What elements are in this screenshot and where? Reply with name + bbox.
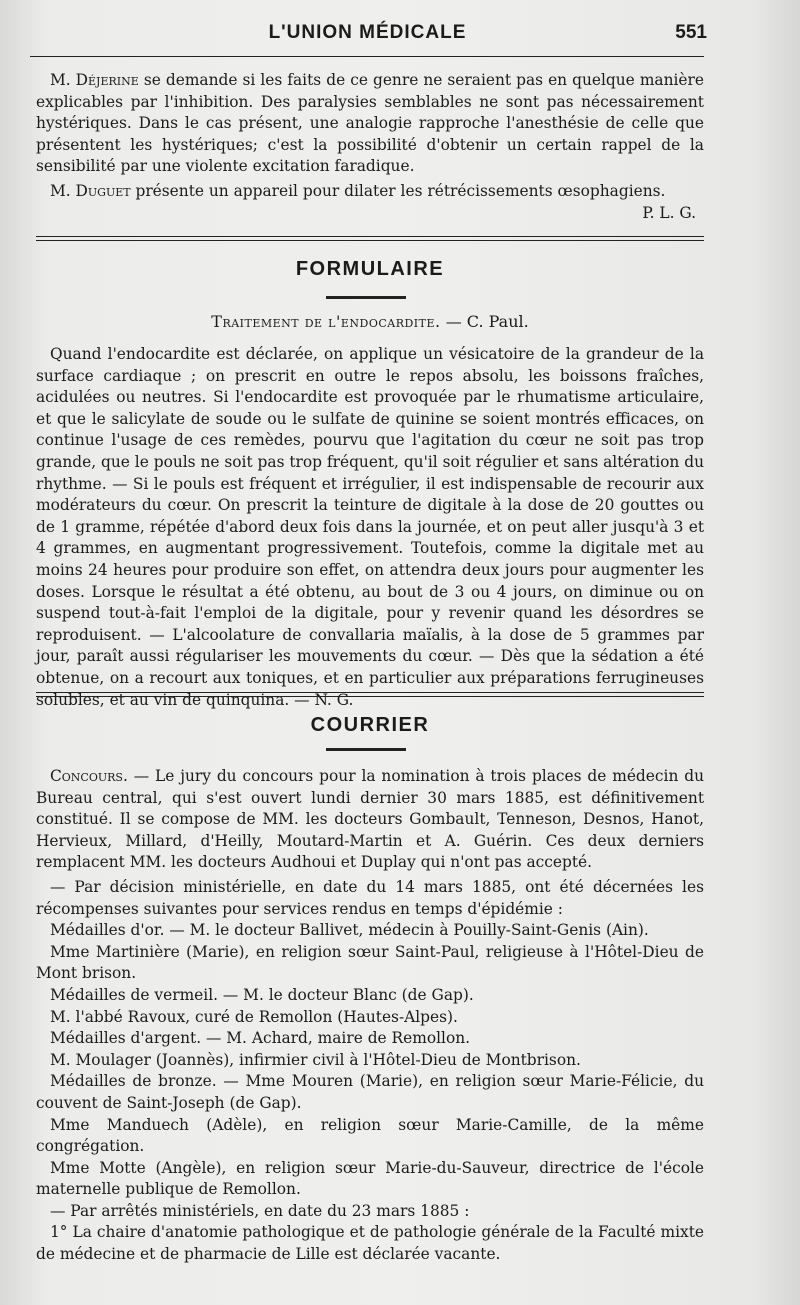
courrier-paragraph: Médailles d'argent. — M. Achard, maire de Remollon. [50, 1029, 471, 1048]
courrier-paragraph: M. Moulager (Joannès), infirmier civil à l'Hôtel-Dieu de Montbrison. [50, 1050, 581, 1069]
section-divider [36, 236, 704, 241]
page-header [30, 22, 705, 50]
courrier-paragraph: Mme Motte (Angèle), en religion sœur Marie-du-Sauveur, directrice de l'école maternelle publique de Remollon. [36, 1158, 704, 1199]
title-underline [326, 748, 406, 751]
courrier-heading [36, 714, 704, 754]
courrier-paragraph: Médailles de bronze. — Mme Mouren (Marie), en religion sœur Marie-Félicie, du couvent de Saint-Joseph (de Gap). [36, 1072, 704, 1112]
courrier-paragraph: Médailles d'or. — M. le docteur Ballivet, médecin à Pouilly-Saint-Genis (Ain). [50, 921, 649, 940]
speaker-dejerine: M. Déjerine [50, 71, 139, 89]
speaker-duguet: M. Duguet [50, 181, 131, 200]
courrier-concours: Concours. — Le jury du concours pour la nomination à trois places de médecin du Bureau central, qui s'est ouvert lundi dernier 30 mars 1885, est définitivement constitué. Il se compose de MM. les docteurs Gombault, Tenneson, Desnos, Hanot, Hervieux, Millard, d'Heilly, Moutard-Martin et A. Guérin. Ces deux derniers remplacent MM. les docteurs Audhoui et Duplay qui n'ont pas accepté. [36, 767, 704, 872]
courrier-body [36, 766, 704, 1266]
courrier-paragraph: 1° La chaire d'anatomie pathologique et de pathologie générale de la Faculté mixte de médecine et de pharmacie de Lille est déclarée vacante. [36, 1223, 704, 1264]
formulaire-subtitle: Traitement de l'endocardite. — C. Paul. [211, 312, 529, 331]
session-signature: P. L. G. [642, 203, 696, 222]
courrier-paragraph: Médailles de vermeil. — M. le docteur Blanc (de Gap). [50, 985, 474, 1004]
formulaire-paragraph: Quand l'endocardite est déclarée, on applique un vésicatoire de la grandeur de la surface cardiaque ; on prescrit en outre le repos absolu, les boissons fraîches, acidulées ou neutres. Si l'endocardite est provoquée par le rhumatisme articulaire, et que le salicylate de soude ou le sulfate de quinine se soient montrés efficaces, on continue l'usage de ces remèdes, pourvu que l'agitation du cœur ne soit pas trop grande, que le pouls ne soit pas trop fréquent, qu'il soit régulier et sans altération du rhythme. — Si le pouls est fréquent et irrégulier, il est indispensable de recourir aux modérateurs du cœur. On prescrit la teinture de digitale à la dose de 20 gouttes ou de 1 gramme, répétée d'abord deux fois dans la journée, et on peut aller jusqu'à 3 et 4 grammes, en augmentant progressivement. Toutefois, comme la digitale met au moins 24 heures pour produire son effet, on attendra deux jours pour augmenter les doses. Lorsque le résultat a été obtenu, au bout de 3 ou 4 jours, on diminue ou on suspend tout-à-fait l'emploi de la digitale, pour y revenir quand les désordres se reproduisent. — L'alcoolature de convallaria maïalis, à la dose de 5 grammes par jour, paraît aussi régulariser les mouvements du cœur. — Dès que la sédation a été obtenue, on a recourt aux toniques, et en particulier aux préparations ferrugineuses solubles, et au vin de quinquina. — N. G. [36, 345, 704, 709]
courrier-title: COURRIER [310, 714, 430, 736]
running-title: L'UNION MÉDICALE [268, 22, 467, 43]
formulaire-title: FORMULAIRE [295, 258, 445, 280]
section-divider [36, 692, 704, 697]
header-rule [30, 56, 704, 57]
session-paragraph-duguet: M. Duguet présente un appareil pour dilater les rétrécissements œsophagiens. [50, 181, 666, 200]
courrier-paragraph: M. l'abbé Ravoux, curé de Remollon (Hautes-Alpes). [50, 1007, 458, 1026]
courrier-paragraph: Mme Martinière (Marie), en religion sœur Saint-Paul, religieuse à l'Hôtel-Dieu de Mont brison. [36, 942, 704, 983]
formulaire-body [36, 344, 704, 711]
formulaire-heading [36, 258, 704, 331]
courrier-paragraph: — Par arrêtés ministériels, en date du 23 mars 1885 : [50, 1201, 470, 1220]
page-number: 551 [675, 22, 707, 43]
session-paragraph-dejerine: M. Déjerine se demande si les faits de ce genre ne seraient pas en quelque manière explicables par l'inhibition. Des paralysies semblables ne sont pas nécessairement hystériques. Dans le cas présent, une analogie rapproche l'anesthésie de celle que présentent les hystériques; c'est la possibilité d'obtenir un certain rappel de la sensibilité par une violente excitation faradique. [36, 71, 704, 176]
courrier-paragraph: Mme Manduech (Adèle), en religion sœur Marie-Camille, de la même congrégation. [36, 1115, 704, 1156]
title-underline [326, 296, 406, 299]
courrier-paragraph: — Par décision ministérielle, en date du 14 mars 1885, ont été décernées les récompenses suivantes pour services rendus en temps d'épidémie : [36, 877, 704, 918]
session-notes [36, 70, 704, 224]
